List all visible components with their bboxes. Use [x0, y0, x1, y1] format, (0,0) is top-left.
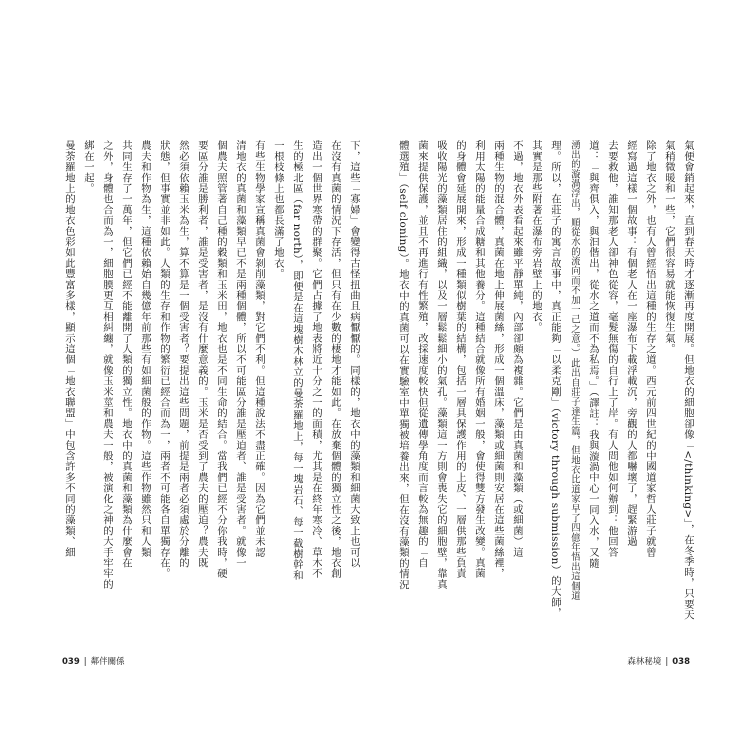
- text-column: 湧出的漩渦浮出，順從水的流向而不加一己之意。）此出自莊子達生篇，但地衣比道家早了四億年悟出這個道: [569, 140, 580, 601]
- text-column: 有些生物學家宣稱真菌會剝削藻類，對它們不利。但這種說法不盡正確。因為它們並未認: [253, 140, 265, 558]
- text-column: 然必須依賴玉米為生，算不算是一個受害者？要提出這些問題，前提是兩者必須處於分離的: [177, 140, 189, 568]
- book-title: 森林秘境: [627, 657, 662, 667]
- text-column: 氣便會銷起來，直到春天時才逐漸再度開展。但地衣的細胞卻像「</thinking>」，在冬季時，只要天: [682, 140, 694, 621]
- text-column: 不過，地衣外表看起來雖平靜單純，內部卻頗為複雜。它們是由真菌和藻類（或細菌）這: [511, 140, 523, 558]
- text-column: 綁在一起。: [82, 140, 94, 194]
- footer-separator: |: [665, 657, 669, 667]
- text-column: 下，這些「寡婦」會變得古怪扭曲且病懨懨的。同樣的，地衣中的藻類和細菌大致上也可以: [348, 140, 360, 568]
- footer-separator: |: [83, 657, 87, 667]
- text-column: 之外，身體也合而為一，細胞膜更互相糾纏，就像玉米莖和農夫一般，被演化之神的大手牢牢的: [101, 140, 113, 590]
- right-page-footer: [627, 655, 690, 667]
- text-column: 經寫過這樣一個故事：有個老人在一座瀑布下載浮載沉，旁觀的人都嚇壞了，趕緊游過: [625, 140, 637, 547]
- left-page-footer: [62, 655, 125, 667]
- text-column: 其實是那些附著在瀑布旁岩壁上的地衣。: [530, 140, 542, 333]
- text-column: 個農夫照管著自己種的穀類和玉米田，地衣也是不同生命的結合。當我們已經不分你我時，硬: [215, 140, 227, 579]
- text-column: 氣稍微暖和一些，它們很容易就能恢復生氣。: [663, 140, 675, 354]
- text-column: 去要救他，誰知那老人卻神色從容，毫髮無傷的自行上了岸。有人問他如何辦到：他回答: [606, 140, 618, 558]
- right-page-text: [392, 140, 694, 625]
- text-column: 利用太陽的能量合成糖和其他養分。這種結合就像所有婚姻一般，會使得雙方發生改變。真菌: [473, 140, 485, 579]
- text-column: 除了地衣之外，也有人曾經悟出這種的生存之道。西元前四世紀的中國道家哲人莊子就曾: [644, 140, 656, 558]
- text-column: 吸收陽光的藻類居住的組織，以及一層鬆鬆細小的氣孔。藻類這一方則會喪失它的細胞壁，靠真: [435, 140, 447, 590]
- page-number: 039: [62, 657, 80, 667]
- left-page-text: [60, 140, 360, 625]
- chapter-title: 鄰伴關係: [90, 657, 125, 667]
- text-column: 理。所以，在莊子的寓言故事中，真正能夠「以柔克剛」（victory through submission）的大師，: [549, 140, 561, 619]
- text-column: 一根枝條上也都長滿了地衣。: [272, 140, 284, 280]
- text-column: 共同生存了一萬年，但它們已經不能離開了人類的獨立性。地衣中的真菌和藻類為什麼會在: [120, 140, 132, 568]
- text-column: 要區分誰是勝利者，誰是受害者，是沒有什麼意義的。玉米是否受到了農夫的壓迫？農夫既: [196, 140, 208, 568]
- text-column: 在沒有真菌的情況下存活，但只有在少數的棲地才能如此。在放棄個體的獨立性之後，地衣創: [329, 140, 341, 579]
- text-column: 農夫和作物為生，這種依賴始自幾億年前那些有如細菌般的作物。這些作物雖然只和人類: [139, 140, 151, 558]
- page-number: 038: [672, 657, 690, 667]
- text-column: 的身體會延展開來，形成一種類似樹葉的結構，包括一層具保護作用的上皮、一層供那些負責: [454, 140, 466, 579]
- text-column: 造出一個世界寒帶的群聚。它們占據了地表將近十分之一的面積，尤其是在終年寒冷、草木不: [310, 140, 322, 579]
- text-column: 生的極北區（far north），即便是在這塊樹木林立的曼荼羅地上，每一塊岩石、每一截樹幹和: [291, 140, 303, 581]
- text-column: 體選殖」（self cloning）。地衣中的真菌可以在實驗室中單獨被培養出來，但在沒有藻類的情況: [397, 140, 409, 590]
- text-column: 清地衣的真菌和藻類早已不是兩種個體，所以不可能區分誰是壓迫者、誰是受害者。就像一: [234, 140, 246, 568]
- text-column: 道：「與齊俱入，與汩偕出，從水之道而不為私焉。」（譯註：我與漩渦中心一同入水，又隨: [587, 140, 599, 569]
- text-column: 曼荼羅地上的地衣色彩如此豐富多樣，顯示這個「地衣聯盟」中包含許多不同的藻類、細: [63, 140, 75, 558]
- text-column: 兩種生物的混合體，真菌在地上伸展菌絲，形成一個溫床，藻類或細菌則安居在這些菌絲裡，: [492, 140, 504, 579]
- text-column: 菌來提供保護，並且不再進行有性繁殖，改採速度較快但從遺傳學角度而言較為無趣的「自: [416, 140, 428, 568]
- text-column: 狀態，但事實並非如此。人類的生存和作物的繁衍已經合而為一，兩者不可能各自單獨存在。: [158, 140, 170, 579]
